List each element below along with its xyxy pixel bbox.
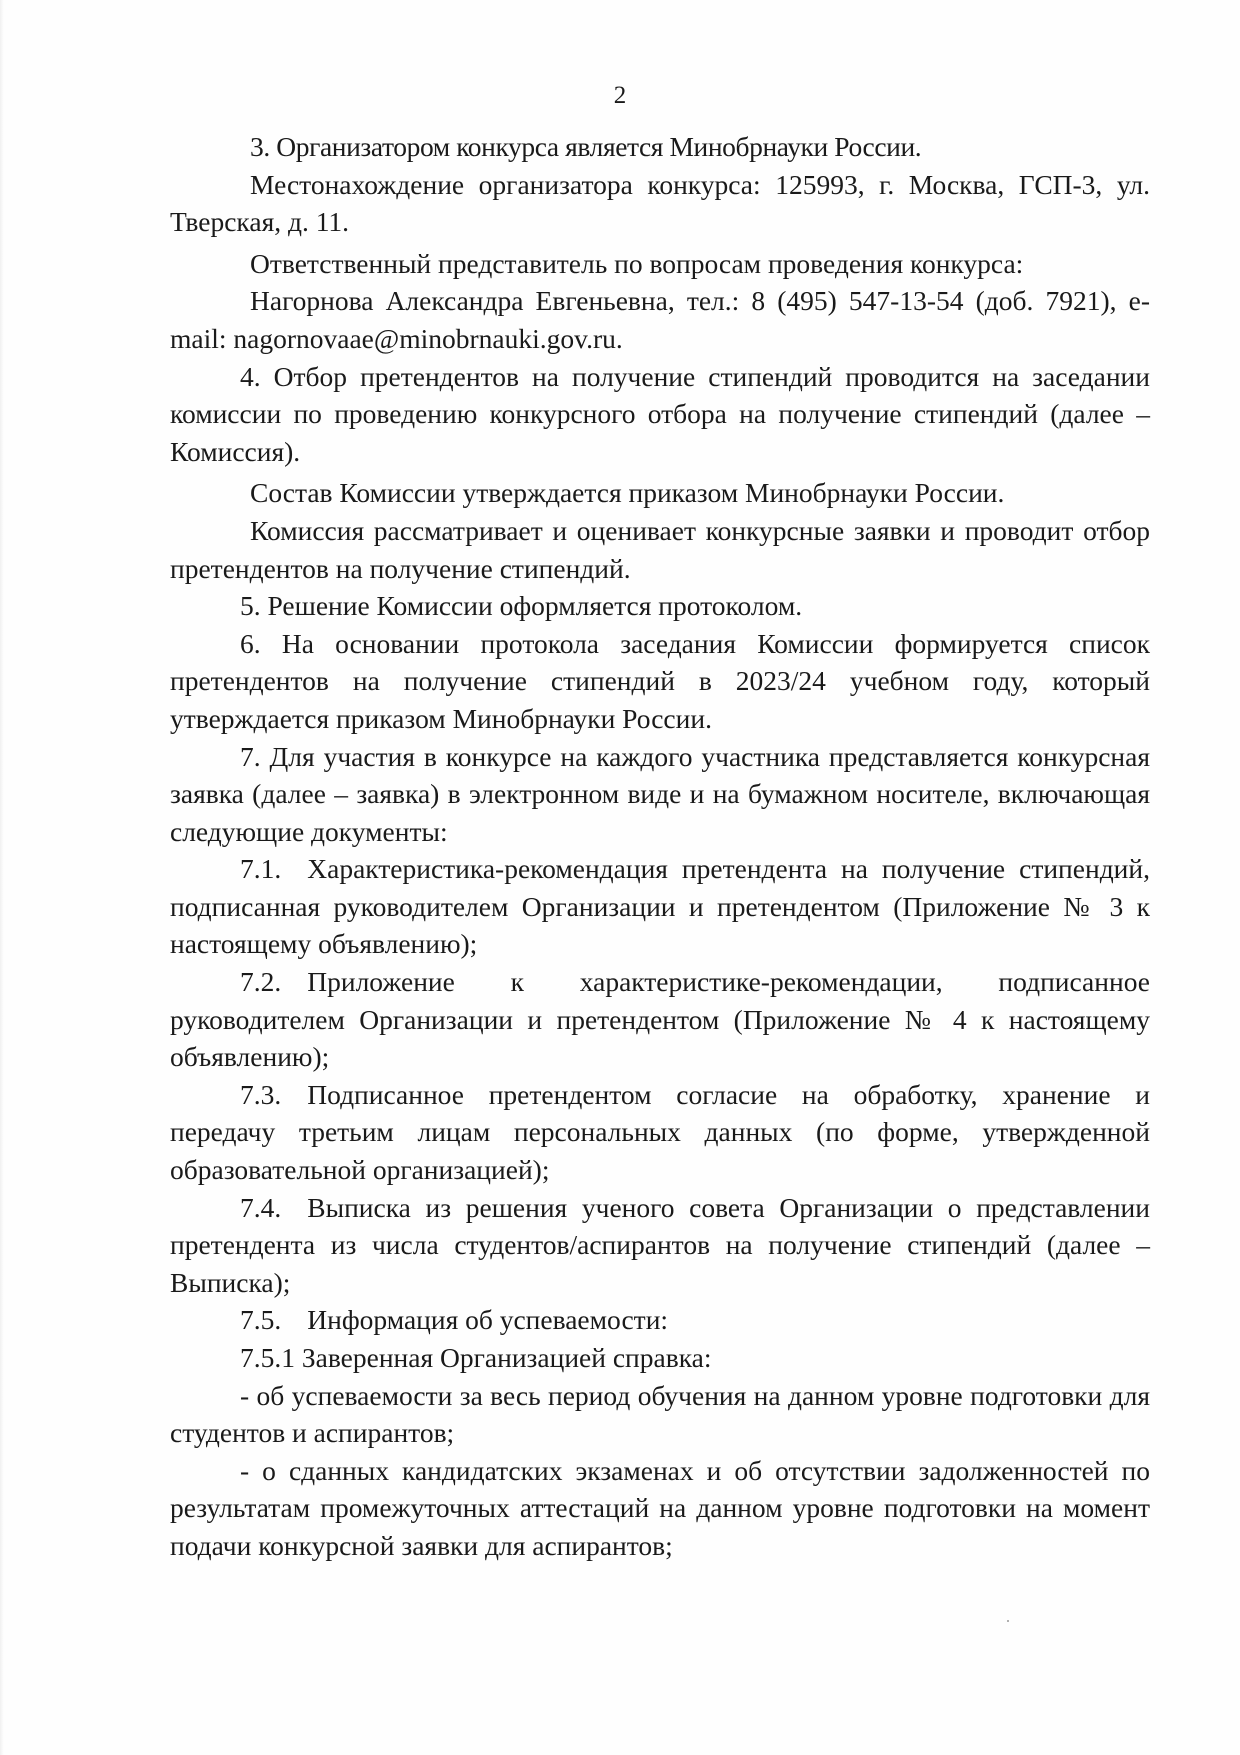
paragraph-decision: 5. Решение Комиссии оформляется протоколом. [240,590,803,622]
paragraph-application: 7. Для участия в конкурсе на каждого участника представляется конкурсная заявка (далее – заявка) в электронном виде и на бумажном носителе, включающая следующие документы: [170,740,1150,847]
page-number: 2 [613,82,627,109]
list-item-7-2 [170,963,1150,1076]
list-item-7-1 [170,850,1150,963]
list-number: 7.1. [240,853,282,885]
list-text: Информация об успеваемости: [307,1304,669,1336]
bullet-candidate-exams: - о сданных кандидатских экзаменах и об отсутствии задолженностей по результатам промежуточных аттестаций на данном уровне подготовки на момент подачи конкурсной заявки для аспирантов; [170,1454,1150,1561]
list-text: Подписанное претендентом согласие на обработку, хранение и передачу третьим лицам персональных данных (по форме, утвержденной образовательной организацией); [170,1078,1150,1186]
paragraph-representative-title: Ответственный представитель по вопросам проведения конкурса: [250,247,1024,279]
paragraph-list-formation: 6. На основании протокола заседания Комиссии формируется список претендентов на получение стипендий в 2023/24 учебном году, который утверждается приказом Минобрнауки России. [170,627,1150,734]
paragraph-representative-contact: Нагорнова Александра Евгеньевна, тел.: 8 (495) 547-13-54 (доб. 7921), e-mail: nagornovaae@minobrnauki.gov.ru. [170,285,1150,354]
document-body [170,128,1150,1565]
list-item-7-3 [170,1076,1150,1189]
paragraph-commission-composition: Состав Комиссии утверждается приказом Минобрнауки России. [250,477,1005,509]
list-number: 7.5. [240,1304,282,1336]
scan-speck [1007,1620,1009,1622]
list-item-7-4 [170,1189,1150,1302]
list-number: 7.3. [240,1078,282,1110]
paragraph-commission-review: Комиссия рассматривает и оценивает конкурсные заявки и проводит отбор претендентов на получение стипендий. [170,514,1150,584]
list-text: Выписка из решения ученого совета Организации о представлении претендента из числа студентов/аспирантов на получение стипендий (далее – Выписка); [170,1191,1150,1298]
list-number: 7.2. [240,966,282,998]
paragraph-organizer-location: Местонахождение организатора конкурса: 125993, г. Москва, ГСП-3, ул. Тверская, д. 11. [170,168,1150,238]
list-item-7-5 [170,1301,1150,1339]
list-number: 7.4. [240,1191,282,1223]
bullet-academic-performance: - об успеваемости за весь период обучения на данном уровне подготовки для студентов и аспирантов; [170,1379,1150,1449]
list-item-7-5-1: 7.5.1 Заверенная Организацией справка: [240,1342,712,1373]
list-text: Характеристика-рекомендация претендента на получение стипендий, подписанная руководителем Организации и претендентом (Приложение № 3 к настоящему объявлению); [170,853,1150,960]
paragraph-organizer: 3. Организатором конкурса является Минобрнауки России. [250,131,922,162]
scan-edge-shadow [0,0,4,1755]
paragraph-selection: 4. Отбор претендентов на получение стипендий проводится на заседании комиссии по проведению конкурсного отбора на получение стипендий (далее – Комиссия). [170,360,1150,467]
list-text: Приложение к характеристике-рекомендации, подписанное руководителем Организации и претендентом (Приложение № 4 к настоящему объявлению); [170,966,1150,1073]
